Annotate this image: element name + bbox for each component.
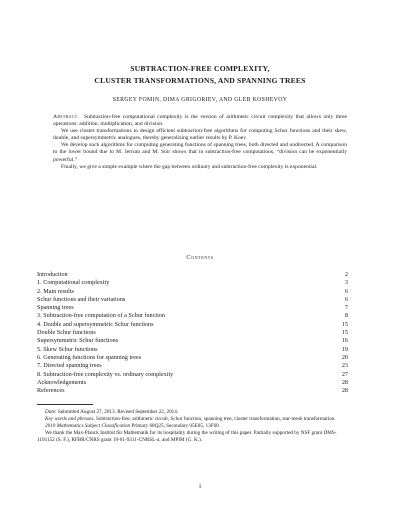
title-line-2: CLUSTER TRANSFORMATIONS, AND SPANNING TREES: [94, 76, 306, 85]
abstract-text-1: Subtraction-free computational complexity is the version of arithmetic circuit complexity that allows only three operations: addition, multiplication, and division.: [53, 114, 347, 128]
toc-entry: [37, 271, 348, 279]
toc-entry-title: 1. Computational complexity: [37, 279, 110, 287]
toc-entry: [37, 279, 348, 287]
table-of-contents: [37, 271, 348, 395]
toc-entry: [37, 354, 348, 362]
toc-entry-page: 15: [341, 329, 348, 337]
toc-entry-page: 23: [341, 362, 348, 370]
toc-entry-page: 28: [341, 387, 348, 395]
toc-entry-title: Introduction: [37, 271, 68, 278]
abstract-paragraph-3: We develop such algorithms for computing generating functions of spanning trees, both directed and undirected. A comparison to the lower bound due to M. Jerrum and M. Snir shows that in subtraction-free computations, “division can be exponentially powerful.”: [53, 142, 347, 163]
date-label: Date: [45, 409, 56, 415]
toc-entry-page: 28: [341, 378, 348, 386]
keywords-label: Key words and phrases.: [45, 416, 95, 423]
msc-label: 2010 Mathematics Subject Classification: [45, 423, 131, 430]
abstract-paragraph-1: [53, 114, 347, 128]
abstract: [53, 114, 347, 171]
toc-entry: [37, 296, 348, 304]
title-line-1: SUBTRACTION-FREE COMPLEXITY,: [130, 64, 270, 73]
date-text: : Submitted August 27, 2013. Revised September 22, 2014.: [55, 409, 179, 415]
toc-entry-title: Spanning trees: [37, 304, 74, 312]
toc-entry-page: 27: [341, 370, 348, 378]
toc-entry: [37, 321, 348, 329]
abstract-label: Abstract.: [53, 114, 80, 120]
toc-entry-title: 2. Main results: [37, 287, 74, 295]
keywords-text: Subtraction-free, arithmetic circuit, Schur function, spanning tree, cluster transformation, star-mesh transformation.: [94, 416, 336, 423]
toc-entry-page: 20: [341, 353, 348, 361]
msc-text: Primary 68Q25, Secondary 05E05, 13F60.: [130, 423, 221, 430]
toc-entry-title: 7. Directed spanning trees: [37, 362, 102, 370]
toc-entry-title: Double Schur functions: [37, 329, 96, 337]
footnotes: [37, 404, 348, 444]
toc-entry-page: 15: [341, 320, 348, 328]
contents-heading: Contents: [186, 254, 214, 261]
toc-entry-title: Schur functions and their variations: [37, 295, 126, 303]
page-number: 1: [198, 484, 202, 490]
author-list: SERGEY FOMIN, DIMA GRIGORIEV, AND GLEB KOSHEVOY: [112, 97, 288, 103]
toc-entry-title: Supersymmetric Schur functions: [37, 337, 119, 345]
toc-entry: [37, 304, 348, 312]
toc-entry-page: 3: [344, 279, 348, 287]
toc-entry-page: 2: [344, 271, 348, 278]
abstract-paragraph-2: We use cluster transformations to design efficient subtraction-free algorithms for computing Schur functions and their skew, double, and supersymmetric analogues, thereby generalizing earlier results by P. Koev.: [53, 128, 347, 142]
toc-entry: [37, 337, 348, 345]
toc-entry: [37, 346, 348, 354]
toc-entry: [37, 329, 348, 337]
footnote-thanks: We thank the Max-Planck Institut für Mathematik for its hospitality during the writing of this paper. Partially supported by NSF grant DMS-1101152 (S. F.), RFBR/CNRS grant 10-01-9311-CNRSL-a, and MPIM (G. K.).: [37, 430, 337, 444]
toc-entry: [37, 387, 348, 395]
toc-entry-page: 7: [344, 304, 348, 312]
toc-entry: [37, 288, 348, 296]
paper-title: [60, 63, 340, 87]
footnote-rule: [37, 404, 93, 405]
toc-entry: [37, 312, 348, 320]
toc-entry-page: 6: [344, 295, 348, 303]
toc-entry-title: References: [37, 387, 65, 395]
toc-entry-title: 5. Skew Schur functions: [37, 345, 98, 353]
toc-entry-page: 19: [341, 345, 348, 353]
toc-entry-page: 8: [344, 312, 348, 320]
toc-entry-title: 4. Double and supersymmetric Schur functions: [37, 320, 154, 328]
toc-entry-title: 3. Subtraction-free computation of a Schur function: [37, 312, 166, 320]
toc-entry-title: Acknowledgements: [37, 378, 87, 386]
toc-entry-page: 16: [341, 337, 348, 345]
toc-entry: [37, 371, 348, 379]
toc-entry-title: 8. Subtraction-free complexity vs. ordinary complexity: [37, 370, 174, 378]
toc-entry-page: 6: [344, 287, 348, 295]
toc-entry: [37, 362, 348, 370]
toc-entry: [37, 379, 348, 387]
abstract-paragraph-4: Finally, we give a simple example where the gap between ordinary and subtraction-free complexity is exponential.: [61, 163, 318, 170]
toc-entry-title: 6. Generating functions for spanning trees: [37, 353, 142, 361]
